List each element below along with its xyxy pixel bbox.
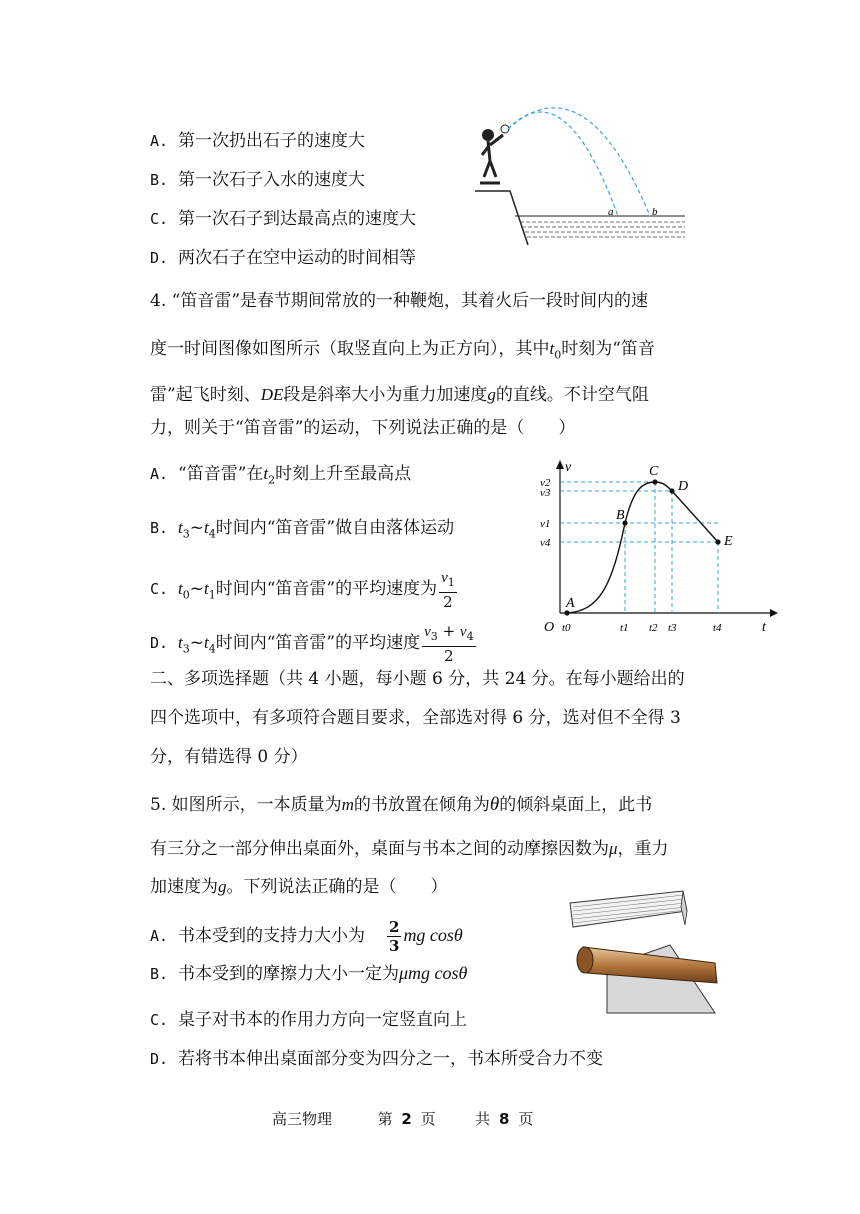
sub: 0 [182, 588, 190, 602]
q5-figure [565, 885, 725, 1015]
denominator: 3 [389, 937, 400, 955]
option-label: D. [150, 1050, 169, 1068]
origin-label: O [544, 620, 555, 635]
sub: 3 [182, 642, 190, 656]
label-d: D [678, 479, 689, 494]
numerator [439, 568, 457, 593]
point-c [652, 479, 657, 484]
thrower-head [482, 129, 494, 141]
denominator: 2 [443, 593, 453, 611]
sub: 4 [466, 630, 474, 643]
var-t: t [203, 518, 209, 537]
q4-option-c [150, 568, 459, 611]
q4-option-a [150, 463, 411, 491]
var-t: t [203, 579, 209, 598]
q5-option-c [150, 1009, 467, 1031]
q3-option-b [150, 169, 365, 191]
sub: 4 [208, 642, 216, 656]
option-label: C. [150, 1011, 169, 1029]
var-m: m [341, 795, 354, 814]
option-label: B. [150, 519, 169, 537]
var-t: t [178, 518, 183, 537]
page-footer [272, 1108, 533, 1129]
text: 时刻为“笛音 [561, 339, 655, 359]
q3-figure [470, 95, 700, 245]
text: “笛音雷”在 [178, 464, 264, 484]
guide-lines [560, 482, 718, 613]
q5-option-d [150, 1048, 603, 1070]
text: ，重力 [617, 839, 669, 859]
option-text: 第一次石子到达最高点的速度大 [178, 209, 416, 229]
tick-v2: v2 [540, 477, 551, 489]
text: 5. 如图所示，一本质量为 [150, 795, 342, 815]
t-axis-arrow [770, 609, 778, 617]
footer-page-unit: 页 [420, 1110, 436, 1128]
q4-vt-graph [530, 455, 780, 640]
option-label: C. [150, 210, 169, 228]
footer-total-pre: 共 [475, 1110, 491, 1128]
text: 加速度为 [150, 877, 218, 897]
fraction-2-3 [387, 918, 401, 955]
q4-option-b [150, 517, 454, 545]
tilde: ~ [189, 633, 204, 653]
text: 度一时间图像如图所示（取竖直向上为正方向），其中 [150, 339, 550, 359]
v-axis-label: v [565, 460, 572, 475]
q5-stem-line3 [150, 876, 448, 898]
trajectory-a [508, 112, 618, 216]
footer-page-num: 2 [401, 1110, 412, 1128]
q4-option-d [150, 622, 478, 665]
sub: 3 [182, 527, 190, 541]
q4-stem-line2 [150, 338, 655, 366]
numerator [422, 622, 475, 647]
table-edge [577, 947, 593, 973]
section2-line3: 分，有错选得 0 分） [150, 747, 308, 767]
option-text: 第一次扔出石子的速度大 [178, 131, 365, 151]
denominator: 2 [444, 647, 454, 665]
tick-t3: t3 [668, 622, 677, 634]
text: 有三分之一部分伸出桌面外，桌面与书本之间的动摩擦因数为 [150, 839, 609, 859]
point-d [669, 488, 674, 493]
var-g: g [487, 385, 496, 404]
vt-curve [567, 482, 718, 613]
text: 书本受到的支持力大小为 [178, 926, 365, 946]
tick-t4: t4 [713, 622, 722, 634]
expr: mg cosθ [403, 925, 463, 945]
section2-line1: 二、多项选择题（共 4 小题，每小题 6 分，共 24 分。在每小题给出的 [150, 669, 685, 689]
footer-total-num: 8 [498, 1110, 510, 1128]
point-e [715, 539, 720, 544]
var-t: t [549, 339, 555, 358]
text: 的倾斜桌面上，此书 [499, 795, 653, 815]
q3-option-a [150, 130, 365, 152]
point-b-label: b [652, 206, 658, 218]
text: 。下列说法正确的是（ ） [226, 877, 448, 897]
option-text: 两次石子在空中运动的时间相等 [178, 248, 416, 268]
label-c: C [649, 464, 659, 479]
tilde: ~ [189, 518, 204, 538]
var-t: t [178, 633, 183, 652]
tick-v3: v3 [540, 487, 551, 499]
label-e: E [724, 534, 733, 549]
var-t: t [178, 579, 183, 598]
text: 的书放置在倾角为 [353, 795, 490, 815]
trajectory-b [508, 108, 650, 216]
point-a [564, 610, 569, 615]
q4-stem-line1: 4. “笛音雷”是春节期间常放的一种鞭炮，其着火后一段时间内的速 [150, 291, 649, 311]
var-v: v [459, 624, 467, 640]
text: 时刻上升至最高点 [275, 464, 412, 484]
var-theta: θ [489, 794, 500, 815]
tick-v4: v4 [540, 537, 551, 549]
footer-subject: 高三物理 [272, 1110, 333, 1128]
q3-option-d [150, 247, 416, 269]
footer-page-pre: 第 [377, 1110, 393, 1128]
tilde: ~ [189, 579, 204, 599]
option-text: 第一次石子入水的速度大 [178, 170, 365, 190]
q5-option-a [150, 918, 463, 955]
tick-v1: v1 [540, 518, 551, 530]
tick-t2: t2 [649, 622, 658, 634]
var-g: g [218, 877, 227, 896]
text: 时间内“笛音雷”的平均速度 [215, 633, 421, 653]
tick-t1: t1 [620, 622, 629, 634]
numerator: 2 [389, 918, 400, 936]
plus: + [442, 622, 456, 640]
var-v: v [424, 624, 431, 640]
text: 书本受到的摩擦力大小一定为 [178, 964, 399, 984]
tick-t0: t0 [562, 622, 571, 634]
option-label: C. [150, 580, 169, 598]
water-lines [520, 222, 685, 237]
v-axis-arrow [556, 460, 564, 469]
text: 段是斜率大小为重力加速度 [283, 385, 488, 405]
q3-option-c [150, 208, 416, 230]
expr: μmg cosθ [399, 963, 468, 983]
var-t: t [203, 633, 209, 652]
q5-option-b [150, 962, 467, 985]
fraction-v3-plus-v4-over-2 [422, 622, 475, 665]
option-label: A. [150, 132, 169, 150]
sub: 4 [208, 527, 216, 541]
fraction-v1-over-2 [439, 568, 457, 611]
sub: 1 [208, 588, 216, 602]
text: 的直线。不计空气阻 [495, 385, 649, 405]
q5-stem-line2 [150, 838, 669, 860]
sub: 1 [447, 576, 455, 589]
option-label: B. [150, 965, 169, 983]
text: 若将书本伸出桌面部分变为四分之一，书本所受合力不变 [178, 1049, 603, 1069]
q5-stem-line1 [150, 794, 652, 816]
text: 桌子对书本的作用力方向一定竖直向上 [178, 1010, 467, 1030]
section2-line2: 四个选项中，有多项符合题目要求，全部选对得 6 分，选对但不全得 3 [150, 708, 681, 728]
var-mu: μ [609, 839, 618, 858]
option-label: A. [150, 465, 169, 483]
q4-stem-line4: 力，则关于“笛音雷”的运动，下列说法正确的是（ ） [150, 418, 576, 438]
cliff [475, 191, 528, 245]
option-label: A. [150, 927, 169, 945]
t-axis-label: t [762, 620, 766, 635]
text: 时间内“笛音雷”做自由落体运动 [215, 518, 455, 538]
stone [501, 125, 509, 133]
sub: 0 [554, 348, 562, 362]
q4-stem-line3 [150, 384, 649, 406]
text: 雷”起飞时刻、 [150, 385, 261, 405]
var-de: DE [260, 385, 284, 404]
option-label: B. [150, 171, 169, 189]
option-label: D. [150, 249, 169, 267]
label-a: A [566, 596, 575, 611]
var-v: v [441, 570, 448, 586]
footer-total-unit: 页 [518, 1110, 534, 1128]
label-b: B [616, 508, 625, 523]
sub: 2 [268, 473, 276, 487]
point-a-label: a [608, 206, 614, 218]
sub: 3 [430, 630, 438, 643]
text: 时间内“笛音雷”的平均速度为 [215, 579, 438, 599]
option-label: D. [150, 634, 169, 652]
var-t: t [263, 464, 269, 483]
thrower-body [480, 135, 503, 183]
